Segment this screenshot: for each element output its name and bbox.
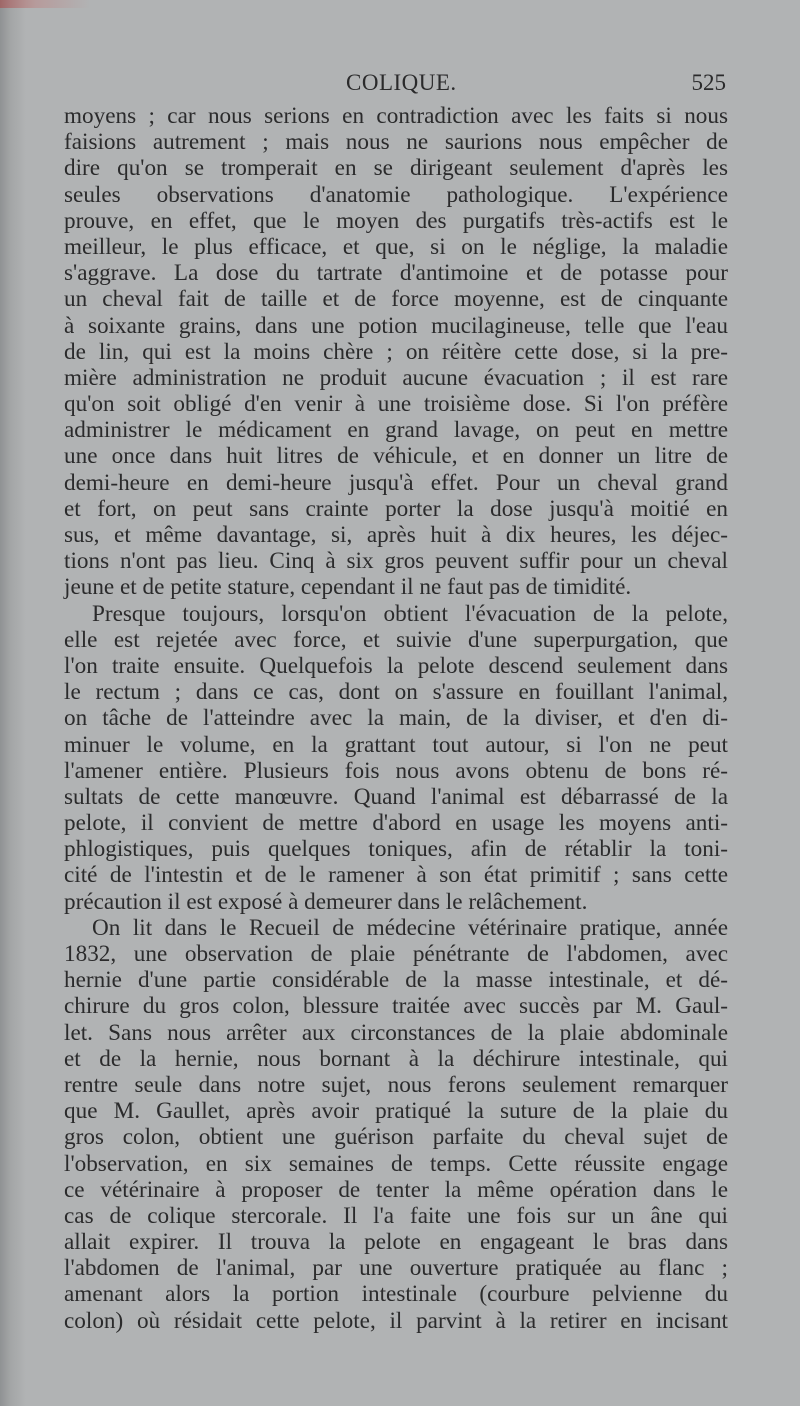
text-line: meilleur, le plus efficace, et que, si on le néglige, la maladie [64,233,728,260]
text-line: et fort, on peut sans crainte porter la dose jusqu'à moitié en [64,495,728,522]
text-line: cité de l'intestin et de le ramener à son état primitif ; sans cette [64,862,728,889]
text-line: chirure du gros colon, blessure traitée avec succès par M. Gaul- [64,993,728,1020]
text-line: faisions autrement ; mais nous ne saurions nous empêcher de [64,129,728,156]
text-line: sultats de cette manœuvre. Quand l'animal est débarrassé de la [64,783,728,810]
page-header [80,70,726,104]
text-line: seules observations d'anatomie pathologique. L'expérience [64,181,728,208]
text-line: pelote, il convient de mettre d'abord en usage les moyens anti- [64,810,728,837]
text-line: demi-heure en demi-heure jusqu'à effet. Pour un cheval grand [64,469,728,496]
text-line: 1832, une observation de plaie pénétrante de l'abdomen, avec [64,941,728,967]
text-line: mière administration ne produit aucune évacuation ; il est rare [64,364,728,391]
text-line: le rectum ; dans ce cas, dont on s'assure en fouillant l'animal, [64,679,728,706]
text-line: elle est rejetée avec force, et suivie d'une superpurgation, que [64,626,728,653]
text-line: prouve, en effet, que le moyen des purgatifs très-actifs est le [64,207,728,234]
text-line: jeune et de petite stature, cependant il ne faut pas de timidité. [64,574,632,601]
text-line: qu'on soit obligé d'en venir à une troisième dose. Si l'on préfère [64,391,728,418]
text-line: et de la hernie, nous bornant à la déchirure intestinale, qui [64,1045,728,1072]
text-line: l'amener entière. Plusieurs fois nous avons obtenu de bons ré- [64,757,728,784]
text-line: une once dans huit litres de véhicule, et en donner un litre de [64,443,728,470]
text-line: l'observation, en six semaines de temps. Cette réussite engage [64,1150,728,1177]
text-line: Presque toujours, lorsqu'on obtient l'évacuation de la pelote, [92,600,728,627]
text-line: de lin, qui est la moins chère ; on réitère cette dose, si la pre- [64,338,728,365]
text-line: précaution il est exposé à demeurer dans le relâchement. [64,888,588,915]
text-line: ce vétérinaire à proposer de tenter la même opération dans le [64,1176,728,1203]
text-line: cas de colique stercorale. Il l'a faite une fois sur un âne qui [64,1202,728,1229]
text-line: dire qu'on se tromperait en se dirigeant seulement d'après les [64,155,728,182]
text-line: colon) où résidait cette pelote, il parvint à la retirer en incisant [64,1307,728,1334]
text-line: on tâche de l'atteindre avec la main, de la diviser, et d'en di- [64,705,728,732]
text-line: phlogistiques, puis quelques toniques, afin de rétablir la toni- [64,836,728,863]
text-line: que M. Gaullet, après avoir pratiqué la suture de la plaie du [64,1098,728,1125]
text-line: amenant alors la portion intestinale (courbure pelvienne du [64,1281,728,1308]
text-line: minuer le volume, en la grattant tout autour, si l'on ne peut [64,731,728,758]
body-text [64,103,728,1334]
text-line: un cheval fait de taille et de force moyenne, est de cinquante [64,286,728,313]
page-number: 525 [691,70,726,95]
text-line: On lit dans le Recueil de médecine vétérinaire pratique, année [92,914,728,941]
text-line: à soixante grains, dans une potion mucilagineuse, telle que l'eau [64,312,728,339]
paragraph [64,601,728,915]
page-spine-shadow [0,0,26,1406]
text-line: tions n'ont pas lieu. Cinq à six gros peuvent suffir pour un cheval [64,548,728,575]
text-line: let. Sans nous arrêter aux circonstances de la plaie abdominale [64,1019,728,1046]
text-line: sus, et même davantage, si, après huit à dix heures, les déjec- [64,522,728,548]
text-line: rentre seule dans notre sujet, nous ferons seulement remarquer [64,1071,728,1098]
text-line: s'aggrave. La dose du tartrate d'antimoine et de potasse pour [64,260,728,287]
paragraph [64,915,728,1334]
text-line: moyens ; car nous serions en contradiction avec les faits si nous [64,103,728,129]
text-line: administrer le médicament en grand lavage, on peut en mettre [64,417,728,444]
page-corner-stain [0,0,90,8]
text-line: l'abdomen de l'animal, par une ouverture pratiquée au flanc ; [64,1255,728,1282]
paragraph [64,103,728,601]
text-line: hernie d'une partie considérable de la masse intestinale, et dé- [64,967,728,994]
text-line: allait expirer. Il trouva la pelote en engageant le bras dans [64,1229,728,1256]
text-line: l'on traite ensuite. Quelquefois la pelote descend seulement dans [64,652,728,679]
running-title: COLIQUE. [346,70,457,95]
text-line: gros colon, obtient une guérison parfaite du cheval sujet de [64,1124,728,1151]
